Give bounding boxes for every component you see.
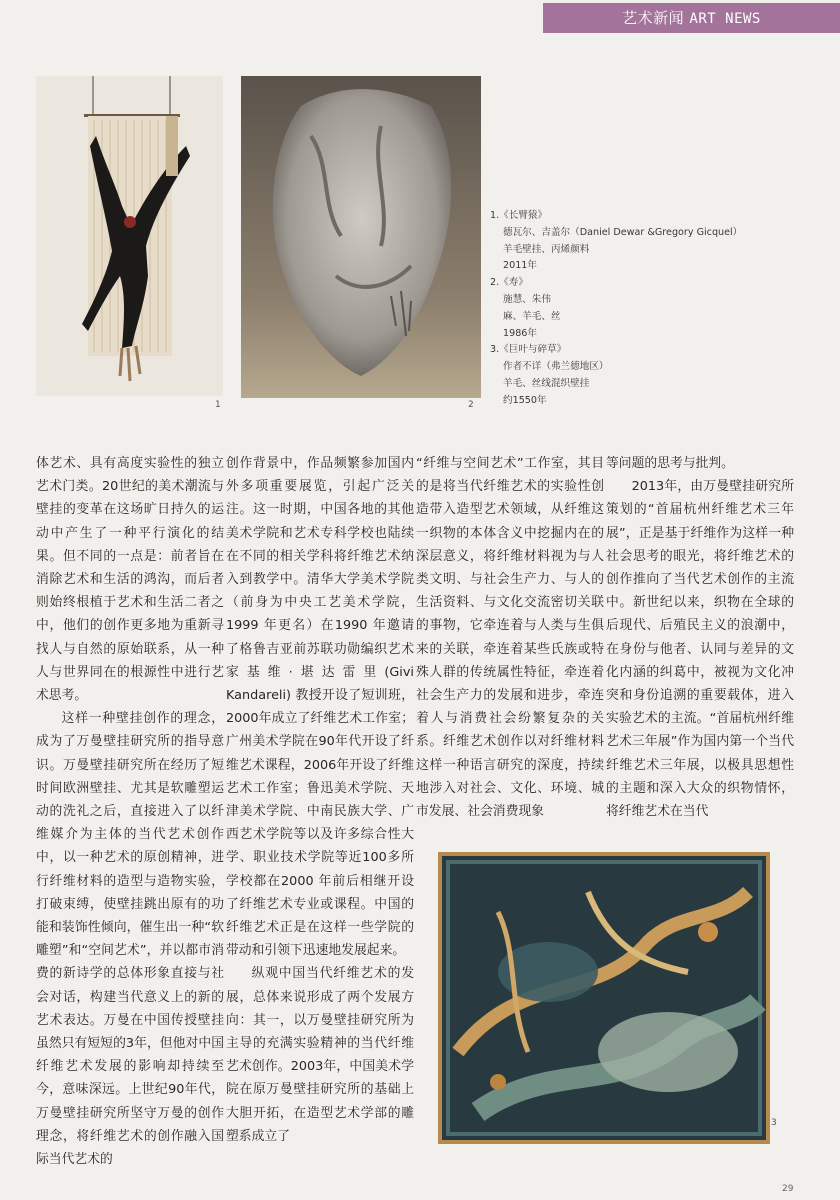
caption-line: 麻、羊毛、丝 (503, 310, 561, 322)
caption-title: 3.《巨叶与碎草》 (490, 344, 567, 356)
figure-2-number: 2 (468, 400, 474, 410)
caption-title: 2.《寿》 (490, 277, 528, 289)
figure-3-number: 3 (771, 1118, 777, 1128)
caption-line: 德瓦尔、吉盖尔（Daniel Dewar &Gregory Gicquel） (503, 226, 743, 238)
caption-3 (490, 342, 790, 409)
paragraph: 创作背景中，作品频繁参加国内外多项重要展览，引起广泛关注。这一时期，中国各地的其他美术学院和艺术专科学校也陆续在不同的相关学科将纤维艺术纳入到教学中。清华大学美术学院（前身为中央工艺美术学院，1999 年更名）在1990 年邀请了格鲁吉亚前苏联功勋编织艺术家基维·堪达雷里(Givi Kandareli) 教授开设了短训班，2000年成立了纤维艺术工作室；广州美术学院在90年代开设了纤维艺术课程，2006年开设了纤维艺术工作室；鲁迅美术学院、天津美术学院、中南民族大学、广西艺术学院等以及许多综合性大学、职业技术学院等近100多所学校都在2000 年前后相继开设了纤维艺术专业或课程。中国的纤维艺术正是在这样一些学院的带动和引领下迅速地发展起来。 (226, 456, 414, 959)
figure-captions (490, 208, 790, 410)
caption-line: 1986年 (503, 327, 538, 339)
caption-line: 羊毛、丝线混织壁挂 (503, 377, 590, 389)
text-column-1 (36, 452, 224, 1168)
figure-2-photo (241, 76, 481, 398)
section-title-en: ART NEWS (689, 11, 761, 27)
paragraph: 这样一种壁挂创作的理念，成为了万曼壁挂研究所的指导意识。万曼壁挂研究所在经历了短时间欧洲壁挂、尤其是软雕塑运动的洗礼之后，直接进入了以纤维媒介为主体的当代艺术创作中，以一种艺术的原创精神，进行纤维材料的造型与造物实验，打破束缚，使壁挂跳出原有的功能和装饰性倾向，催生出一种“软雕塑”和“空间艺术”，并以都市消费的新诗学的总体形象直接与社会对话，构建当代意义上的新的艺术表达。万曼在中国传授壁挂虽然只有短短的3年，但他对中国纤维艺术发展的影响却持续至今，意味深远。上世纪90年代，万曼壁挂研究所坚守万曼的创作理念，将纤维艺术的创作融入国际当代艺术的 (36, 711, 224, 1168)
paragraph: 体艺术、具有高度实验性的独立艺术门类。20世纪的美术潮流与壁挂的变革在这场旷日持久的运动中产生了一种平行演化的结果。但不同的一点是：前者旨在消除艺术和生活的鸿沟，而后者则始终根植于艺术和生活二者之中，他们的创作更多地为重新寻找人与自然的原始联系，从一种人与世界同在的根源性中进行艺术思考。 (36, 456, 224, 704)
figure-1-photo (36, 76, 223, 396)
paragraph: 纵观中国当代纤维艺术的发展，总体来说形成了两个发展方向：其一，以万曼壁挂研究所为主导的充满实验精神的当代纤维艺术创作。2003年，中国美术学院在原万曼壁挂研究所的基础上大胆开拓，在造型艺术学部的雕塑系成立了 (226, 966, 414, 1144)
caption-1 (490, 208, 790, 275)
text-column-4 (606, 452, 794, 820)
paragraph: 2013年，由万曼壁挂研究所策划的“首届杭州纤维艺术三年展”，正是基于纤维作为这样一种社会思考的眼光，将纤维艺术的创作推向了当代艺术创作的主流中。新世纪以来，织物在全球的后现代、后殖民主义的浪潮中，在身份与他者、认同与差异的文化内涵的纠葛中，被视为文化冲突和身份追溯的重要载体，进入实验艺术的主流。“首届杭州纤维艺术三年展”作为国内第一个当代纤维艺术三年展，以极具思想性的主题和深入大众的织物情怀，将纤维艺术在当代 (606, 479, 794, 820)
section-header (543, 3, 840, 33)
caption-2 (490, 275, 790, 342)
caption-line: 施慧、朱伟 (503, 293, 551, 305)
paragraph: 等问题的思考与批判。 (606, 456, 734, 471)
figure-1-number: 1 (215, 400, 221, 410)
caption-line: 作者不详（弗兰德地区） (503, 361, 609, 373)
paragraph: “纤维与空间艺术”工作室，其目的是将当代纤维艺术的实验性创造带入造型艺术领域，从纤维这一织物的本体含义中挖掘内在的深层意义，将纤维材料视为与人类文明、与社会生产力、与人的生活资料、与文化交流密切关联的事物，它牵连着与人类与生俱来的关联，牵连着某些氏族或特殊人群的传统属性特征，牵连着社会生产力的发展和进步，牵连着人与消费社会纷繁复杂的关系。纤维艺术创作以对纤维材料这样一种语言研究的深度，持续地涉入对社会、文化、环境、城市发展、社会消费现象 (416, 456, 604, 820)
section-title-zh: 艺术新闻 (622, 9, 685, 27)
caption-title: 1.《长臂猿》 (490, 210, 548, 221)
text-column-3 (416, 452, 604, 820)
caption-line: 2011年 (503, 260, 538, 272)
caption-line: 羊毛壁挂、丙烯颜料 (503, 243, 590, 255)
figure-3-photo (438, 852, 770, 1144)
text-column-2 (226, 452, 414, 1152)
caption-line: 约1550年 (503, 394, 547, 406)
page-number: 29 (782, 1184, 794, 1194)
